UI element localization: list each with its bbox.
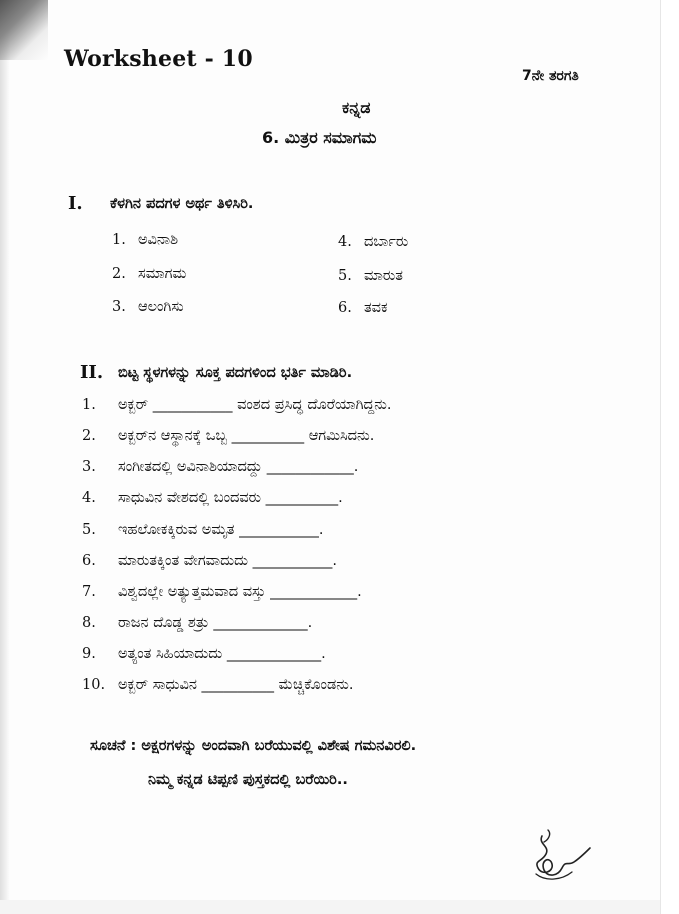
fill-blank-item xyxy=(82,522,323,538)
signature-scribble xyxy=(528,826,594,886)
word-item xyxy=(338,268,403,284)
scan-bottom-edge xyxy=(0,900,660,914)
word-number: 4. xyxy=(338,234,352,250)
item-number: 3. xyxy=(82,459,96,475)
fill-blank-item xyxy=(82,490,343,506)
word-number: 1. xyxy=(112,232,126,248)
note-line-1: ಸೂಚನೆ : ಅಕ್ಷರಗಳನ್ನು ಅಂದವಾಗಿ ಬರೆಯುವಲ್ಲಿ ವಿಶೇಷ ಗಮನವಿರಲಿ. xyxy=(90,738,417,754)
scan-corner xyxy=(0,0,48,60)
item-text: ಇಹಲೋಕಕ್ಕಿರುವ ಅಮೃತ ___________. xyxy=(118,522,324,538)
item-number: 1. xyxy=(82,397,96,413)
section-1-number: I. xyxy=(68,193,83,214)
note-line-2: ನಿಮ್ಮ ಕನ್ನಡ ಟಿಪ್ಪಣಿ ಪುಸ್ತಕದಲ್ಲಿ ಬರೆಯಿರಿ.. xyxy=(148,772,348,788)
item-number: 9. xyxy=(82,646,96,662)
item-text: ಸಂಗೀತದಲ್ಲಿ ಅವಿನಾಶಿಯಾದದ್ದು ____________. xyxy=(118,459,359,475)
item-text: ರಾಜನ ದೊಡ್ಡ ಶತ್ರು _____________. xyxy=(118,615,313,631)
word-text: ಮಾರುತ xyxy=(364,268,403,284)
fill-blank-item xyxy=(82,615,312,631)
word-number: 5. xyxy=(338,268,352,284)
subject-heading: ಕನ್ನಡ xyxy=(342,98,371,117)
section-2-instruction: ಬಿಟ್ಟ ಸ್ಥಳಗಳನ್ನು ಸೂಕ್ತ ಪದಗಳಿಂದ ಭರ್ತಿ ಮಾಡಿರಿ. xyxy=(118,365,353,381)
item-number: 10. xyxy=(82,677,106,693)
item-text: ಮಾರುತಕ್ಕಿಂತ ವೇಗವಾದುದು ___________. xyxy=(118,553,338,569)
item-number: 6. xyxy=(82,553,96,569)
item-text: ವಿಶ್ವದಲ್ಲೇ ಅತ್ಯುತ್ತಮವಾದ ವಸ್ತು ____________. xyxy=(118,584,362,600)
item-number: 4. xyxy=(82,490,96,506)
fill-blank-item xyxy=(82,428,374,444)
item-text: ಅಕ್ಬರ್ ___________ ವಂಶದ ಪ್ರಸಿದ್ಧ ದೊರೆಯಾಗಿದ್ದನು. xyxy=(118,397,392,413)
word-number: 2. xyxy=(112,266,126,282)
lesson-title: 6. ಮಿತ್ರರ ಸಮಾಗಮ xyxy=(262,128,377,147)
word-number: 3. xyxy=(112,299,126,315)
item-text: ಅಕ್ಬರ್‌ನ ಆಸ್ಥಾನಕ್ಕೆ ಒಬ್ಬ __________ ಆಗಮಿಸಿದನು. xyxy=(118,428,375,444)
word-item xyxy=(112,299,184,315)
item-number: 2. xyxy=(82,428,96,444)
grade-label: 7ನೇ ತರಗತಿ xyxy=(522,68,579,84)
word-item xyxy=(338,234,408,250)
worksheet-title: Worksheet - 10 xyxy=(64,46,253,72)
item-number: 8. xyxy=(82,615,96,631)
item-text: ಅಕ್ಬರ್ ಸಾಧುವಿನ __________ ಮೆಚ್ಚಿಕೊಂಡನು. xyxy=(118,677,354,693)
item-number: 5. xyxy=(82,522,96,538)
word-number: 6. xyxy=(338,300,352,316)
word-text: ಆಲಂಗಿಸು xyxy=(138,299,184,315)
word-item xyxy=(112,232,178,248)
word-text: ಅವಿನಾಶಿ xyxy=(138,232,179,248)
section-1-instruction: ಕೆಳಗಿನ ಪದಗಳ ಅರ್ಥ ತಿಳಿಸಿರಿ. xyxy=(110,196,254,212)
item-text: ಅತ್ಯಂತ ಸಿಹಿಯಾದುದು _____________. xyxy=(118,646,326,662)
word-item xyxy=(338,300,388,316)
fill-blank-item xyxy=(82,677,354,693)
word-text: ಸಮಾಗಮ xyxy=(138,266,187,282)
fill-blank-item xyxy=(82,397,392,413)
word-text: ದರ್ಬಾರು xyxy=(364,234,409,250)
word-item xyxy=(112,266,186,282)
fill-blank-item xyxy=(82,584,362,600)
fill-blank-item xyxy=(82,459,358,475)
section-2-number: II. xyxy=(80,362,104,383)
item-number: 7. xyxy=(82,584,96,600)
fill-blank-item xyxy=(82,646,326,662)
item-text: ಸಾಧುವಿನ ವೇಶದಲ್ಲಿ ಬಂದವರು __________. xyxy=(118,490,343,506)
word-text: ತವಕ xyxy=(364,300,388,316)
fill-blank-item xyxy=(82,553,337,569)
scan-shadow xyxy=(0,0,10,914)
